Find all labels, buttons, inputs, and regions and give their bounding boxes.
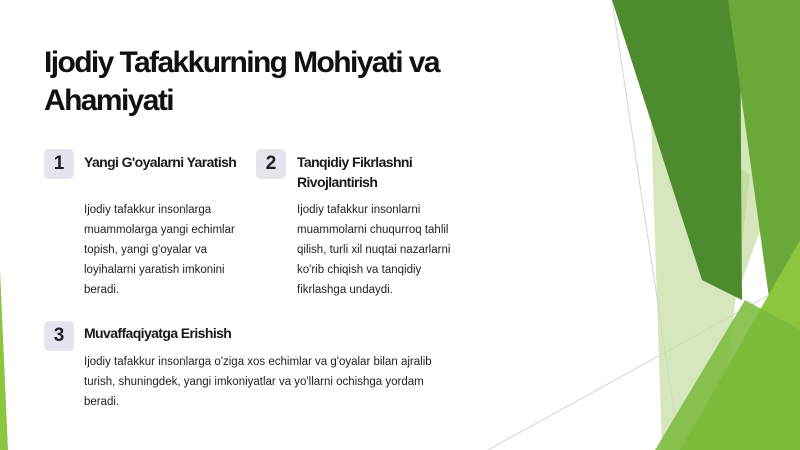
item-number-badge: 1 [44,149,74,179]
item-number-badge: 2 [256,149,286,179]
item-description: Ijodiy tafakkur insonlarni muammolarni chuqurroq tahlil qilish, turli xil nuqtai nazarlarni ko'rib chiqish va tanqidiy fikrlashga undaydi. [297,204,451,296]
item-description: Ijodiy tafakkur insonlarga muammolarga yangi echimlar topish, yangi g'oyalar va loyihalarni yaratish imkonini beradi. [84,204,235,296]
item-heading: Muvaffaqiyatga Erishish [84,325,232,341]
item-number-badge: 3 [44,321,74,351]
item-heading: Tanqidiy Fikrlashni Rivojlantirish [297,154,413,190]
item-description: Ijodiy tafakkur insonlarga o'ziga xos echimlar va g'oyalar bilan ajralib turish, shuningdek, yangi imkoniyatlar va yo'llarni ochishga yordam beradi. [84,356,432,408]
slide-title: Ijodiy Tafakkurning Mohiyati va Ahamiyati [44,46,439,117]
decor-shape-left-edge [0,270,8,450]
item-heading: Yangi G'oyalarni Yaratish [84,154,237,170]
